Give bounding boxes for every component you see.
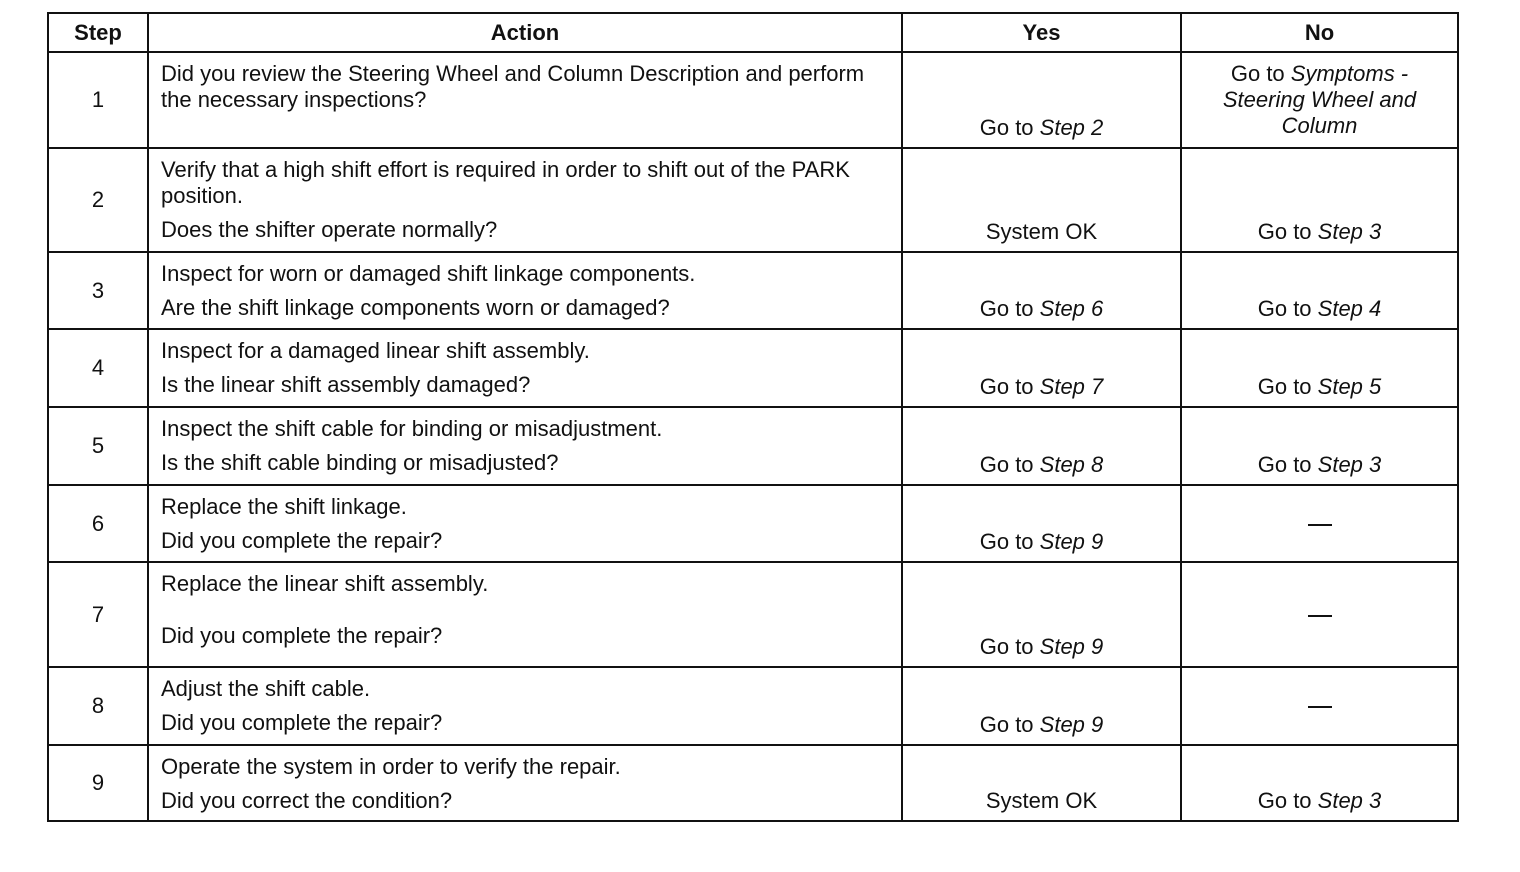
action-instruction: Inspect the shift cable for binding or misadjustment. <box>161 416 663 441</box>
step-number: 9 <box>48 745 148 821</box>
step-reference: Step 8 <box>1039 452 1104 477</box>
step-reference: Step 9 <box>1039 712 1104 737</box>
goto-prefix: Go to <box>979 452 1040 477</box>
header-row <box>48 13 1458 52</box>
table-row <box>48 252 1458 329</box>
action-cell <box>148 745 902 821</box>
action-question: Are the shift linkage components worn or damaged? <box>161 295 670 320</box>
goto-prefix: Go to <box>979 634 1040 659</box>
yes-result <box>902 148 1181 252</box>
goto-prefix: Go to <box>979 374 1040 399</box>
header-step: Step <box>48 13 148 52</box>
result-text: System OK <box>985 788 1098 813</box>
no-result <box>1181 148 1458 252</box>
goto-prefix: Go to <box>1257 296 1318 321</box>
goto-prefix: Go to <box>979 296 1040 321</box>
table-row <box>48 329 1458 407</box>
step-number: 3 <box>48 252 148 329</box>
dash-mark <box>1308 706 1332 708</box>
action-cell <box>148 667 902 745</box>
goto-prefix: Go to <box>1257 374 1318 399</box>
goto-prefix: Go to <box>979 115 1040 140</box>
step-number: 2 <box>48 148 148 252</box>
yes-result <box>902 252 1181 329</box>
dash-mark <box>1308 524 1332 526</box>
step-reference: Step 9 <box>1039 529 1104 554</box>
action-question: Did you complete the repair? <box>161 710 443 735</box>
no-result <box>1181 52 1458 148</box>
table-row <box>48 407 1458 485</box>
goto-prefix: Go to <box>1257 788 1318 813</box>
no-result <box>1181 329 1458 407</box>
header-no: No <box>1181 13 1458 52</box>
yes-result <box>902 52 1181 148</box>
no-result <box>1181 252 1458 329</box>
result-text: System OK <box>985 219 1098 244</box>
action-cell <box>148 407 902 485</box>
dash-mark <box>1308 615 1332 617</box>
step-reference: Step 6 <box>1039 296 1104 321</box>
no-result <box>1181 745 1458 821</box>
yes-result <box>902 485 1181 562</box>
header-action: Action <box>148 13 902 52</box>
action-cell <box>148 148 902 252</box>
table-row <box>48 667 1458 745</box>
step-number: 4 <box>48 329 148 407</box>
step-reference: Step 9 <box>1039 634 1104 659</box>
yes-result <box>902 667 1181 745</box>
action-cell <box>148 52 902 148</box>
action-instruction: Verify that a high shift effort is required in order to shift out of the PARK position. <box>161 157 850 208</box>
table-row <box>48 745 1458 821</box>
action-question: Did you complete the repair? <box>161 528 443 553</box>
action-question: Did you complete the repair? <box>161 623 443 648</box>
goto-prefix: Go to <box>979 529 1040 554</box>
yes-result <box>902 745 1181 821</box>
action-question: Does the shifter operate normally? <box>161 217 498 242</box>
step-reference: Step 4 <box>1317 296 1382 321</box>
step-reference: Step 3 <box>1317 788 1382 813</box>
action-instruction: Did you review the Steering Wheel and Column Description and perform the necessary inspections? <box>161 61 865 112</box>
yes-result <box>902 562 1181 667</box>
header-yes: Yes <box>902 13 1181 52</box>
table-row <box>48 148 1458 252</box>
step-number: 8 <box>48 667 148 745</box>
goto-prefix: Go to <box>979 712 1040 737</box>
goto-prefix: Go to <box>1257 452 1318 477</box>
no-result <box>1181 667 1458 745</box>
diagnostic-table <box>47 12 1459 822</box>
action-instruction: Inspect for a damaged linear shift assembly. <box>161 338 590 363</box>
action-cell <box>148 562 902 667</box>
action-question: Did you correct the condition? <box>161 788 453 813</box>
step-reference: Step 5 <box>1317 374 1382 399</box>
action-instruction: Inspect for worn or damaged shift linkage components. <box>161 261 696 286</box>
action-instruction: Operate the system in order to verify the repair. <box>161 754 621 779</box>
no-result <box>1181 562 1458 667</box>
table-row <box>48 485 1458 562</box>
no-result <box>1181 407 1458 485</box>
table-row <box>48 562 1458 667</box>
goto-prefix: Go to <box>1257 219 1318 244</box>
yes-result <box>902 407 1181 485</box>
step-number: 7 <box>48 562 148 667</box>
action-cell <box>148 485 902 562</box>
step-reference: Step 2 <box>1039 115 1104 140</box>
action-cell <box>148 252 902 329</box>
step-reference: Step 7 <box>1039 374 1104 399</box>
action-instruction: Adjust the shift cable. <box>161 676 371 701</box>
step-number: 1 <box>48 52 148 148</box>
yes-result <box>902 329 1181 407</box>
action-instruction: Replace the linear shift assembly. <box>161 571 489 596</box>
step-reference: Step 3 <box>1317 219 1382 244</box>
spacer <box>161 597 889 623</box>
step-reference: Step 3 <box>1317 452 1382 477</box>
no-result <box>1181 485 1458 562</box>
action-cell <box>148 329 902 407</box>
action-question: Is the linear shift assembly damaged? <box>161 372 531 397</box>
step-reference: Symptoms - Steering Wheel and Column <box>1222 61 1417 138</box>
step-number: 6 <box>48 485 148 562</box>
table-body <box>48 52 1458 821</box>
step-number: 5 <box>48 407 148 485</box>
table-row <box>48 52 1458 148</box>
action-instruction: Replace the shift linkage. <box>161 494 407 519</box>
goto-prefix: Go to <box>1230 61 1291 86</box>
action-question: Is the shift cable binding or misadjusted? <box>161 450 559 475</box>
